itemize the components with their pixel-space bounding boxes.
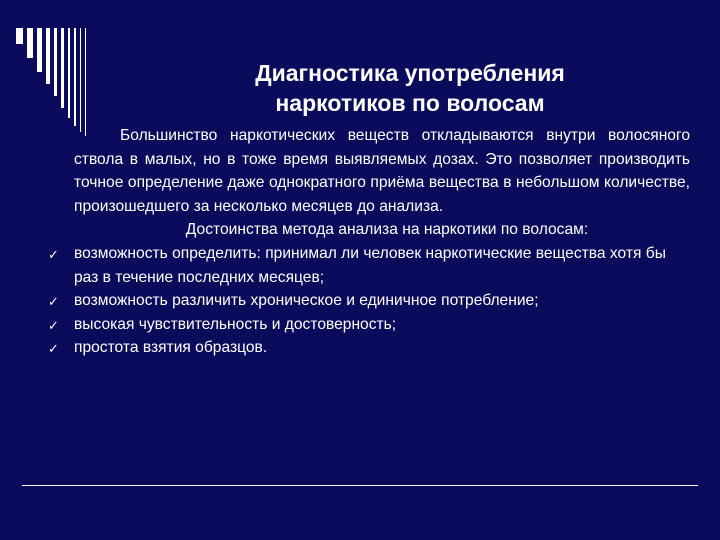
bullet-text: возможность определить: принимал ли человек наркотические вещества хотя бы раз в течение последних месяцев; bbox=[74, 244, 666, 286]
title-line-2: наркотиков по волосам bbox=[275, 90, 545, 116]
intro-paragraph: Большинство наркотических веществ откладываются внутри волосяного ствола в малых, но в тоже время выявляемых дозах. Это позволяет производить точное определение даже однократного приёма вещества в небольшом количестве, произошедшего за несколько месяцев до анализа. bbox=[74, 127, 690, 215]
bullet-text: возможность различить хроническое и единичное потребление; bbox=[74, 292, 539, 310]
checkmark-arrow-icon: ✓ bbox=[48, 317, 59, 333]
bullet-text: высокая чувствительность и достоверность; bbox=[74, 315, 397, 333]
bottom-divider bbox=[22, 485, 698, 486]
bullet-item bbox=[48, 336, 690, 360]
slide-body bbox=[48, 124, 690, 360]
checkmark-arrow-icon: ✓ bbox=[48, 341, 59, 357]
advantages-heading: Достоинства метода анализа на наркотики по волосам: bbox=[185, 221, 589, 239]
title-line-1: Диагностика употребления bbox=[255, 60, 565, 86]
bullet-text: простота взятия образцов. bbox=[74, 339, 268, 357]
slide-title bbox=[190, 58, 630, 118]
bullet-item bbox=[48, 289, 690, 313]
checkmark-arrow-icon: ✓ bbox=[48, 246, 59, 262]
decorative-stripes bbox=[14, 28, 104, 138]
checkmark-arrow-icon: ✓ bbox=[48, 294, 59, 310]
bullet-item bbox=[48, 313, 690, 337]
bullet-item bbox=[48, 242, 690, 289]
